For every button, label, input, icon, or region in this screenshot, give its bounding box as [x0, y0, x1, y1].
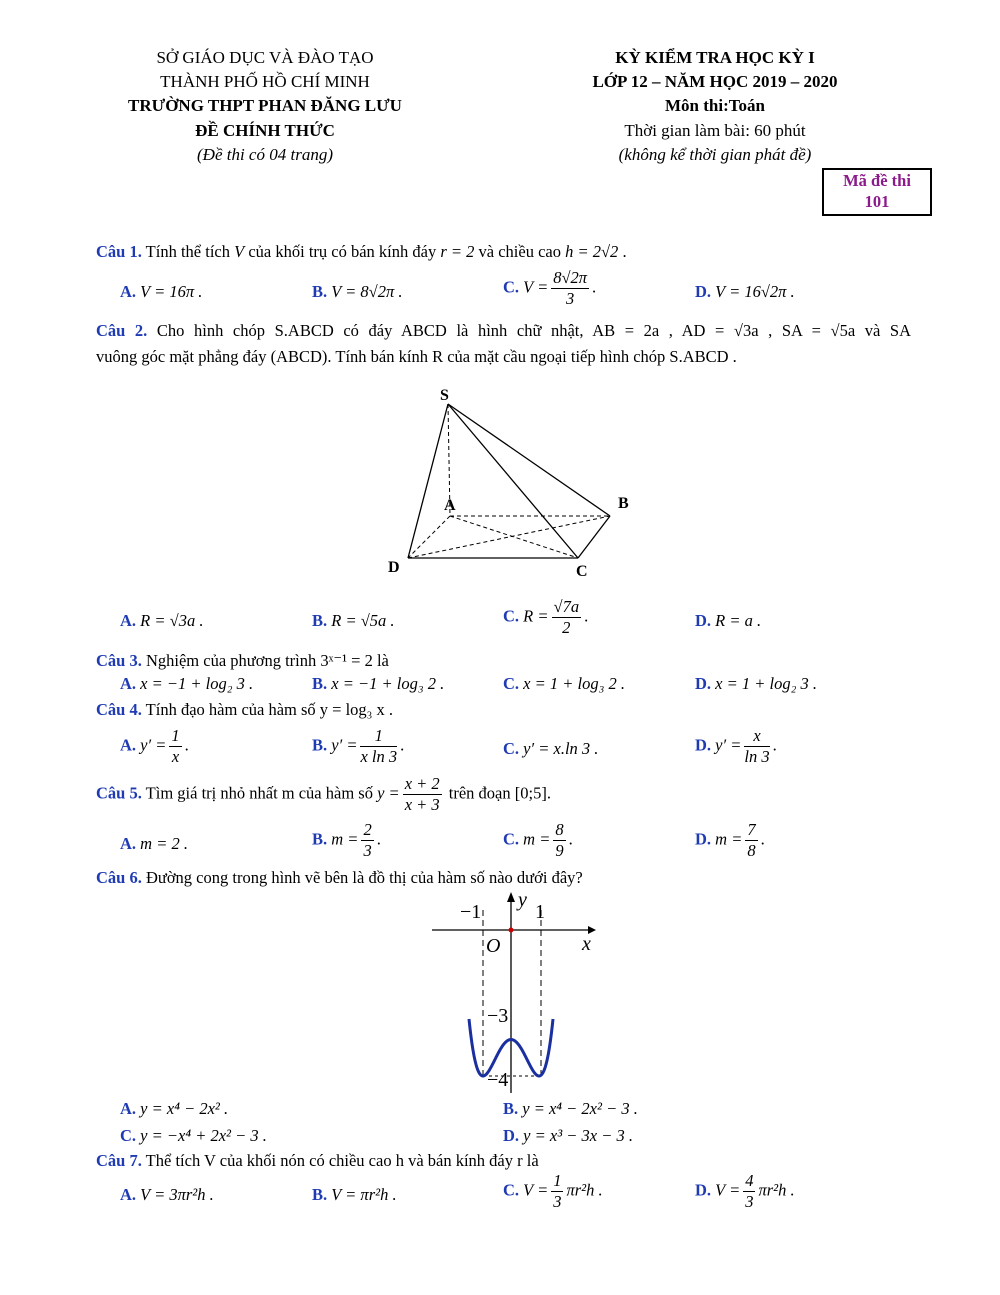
option-letter: D. — [695, 735, 712, 755]
denominator: 8 — [747, 841, 756, 860]
q1-option-a[interactable] — [120, 282, 202, 302]
option-text: R = √3a . — [140, 611, 204, 630]
option-letter: A. — [120, 1099, 137, 1118]
option-letter: B. — [312, 829, 328, 849]
numerator: 7 — [747, 820, 756, 839]
option-letter: D. — [695, 611, 712, 630]
option-letter: D. — [695, 829, 712, 849]
question-2-line2: vuông góc mặt phẳng đáy (ABCD). Tính bán kính R của mặt cầu ngoại tiếp hình chóp S.ABCD . — [96, 347, 737, 366]
denominator: 3 — [553, 1192, 562, 1211]
option-letter: C. — [503, 277, 520, 297]
q2-option-d[interactable] — [695, 611, 761, 631]
edge-ad — [408, 516, 450, 558]
tick-x-pos1: 1 — [535, 901, 545, 923]
q6-option-b[interactable] — [503, 1099, 638, 1119]
header-city: THÀNH PHỐ HỒ CHÍ MINH — [160, 72, 370, 91]
option-letter: A. — [120, 834, 137, 853]
option-text: y′ = — [140, 735, 167, 755]
question-5-fn-prefix: y = — [377, 783, 400, 803]
x-axis-label: x — [582, 933, 591, 955]
option-text: y = x⁴ − 2x² − 3 . — [522, 1099, 638, 1118]
question-6 — [96, 868, 583, 888]
edge-ac — [450, 516, 578, 558]
option-text: x = −1 + log₂ 3 . — [140, 674, 254, 693]
option-letter: A. — [120, 735, 137, 755]
question-1-label: Câu 1. — [96, 242, 142, 261]
vertex-c: C — [576, 563, 588, 580]
question-4 — [96, 700, 393, 720]
origin-label: O — [486, 935, 501, 957]
vertex-a: A — [444, 497, 456, 514]
header-pages: (Đề thi có 04 trang) — [197, 145, 333, 164]
option-text: V = — [523, 277, 549, 297]
fraction — [744, 726, 769, 767]
question-2-line1: Cho hình chóp S.ABCD có đáy ABCD là hình chữ nhật, AB = 2a , AD = √3a , SA = √5a và SA — [156, 321, 911, 340]
header-subject: Môn thi:Toán — [665, 96, 765, 115]
exam-code-value: 101 — [864, 192, 890, 211]
option-text: m = — [331, 829, 359, 849]
q6-option-a[interactable] — [120, 1099, 228, 1119]
option-letter: A. — [120, 1185, 137, 1204]
option-text-suffix: πr²h . — [566, 1180, 603, 1200]
option-letter: C. — [503, 674, 520, 693]
q1-option-b[interactable] — [312, 282, 403, 302]
option-text: x = 1 + log₃ 2 . — [523, 674, 625, 693]
q1-option-d[interactable] — [695, 282, 795, 302]
option-text: y′ = — [715, 735, 742, 755]
numerator: x — [744, 726, 769, 747]
q3-option-a[interactable] — [120, 674, 253, 694]
fraction — [360, 726, 397, 767]
edge-sd — [408, 404, 448, 558]
option-text: R = √5a . — [331, 611, 395, 630]
option-letter: C. — [503, 1180, 520, 1200]
option-letter: C. — [503, 739, 520, 758]
q1-option-c[interactable]: C. V = $\frac{8√2\pi}{3}$ . — [503, 268, 597, 308]
vertex-d: D — [388, 559, 400, 576]
option-letter: D. — [503, 1126, 520, 1145]
exam-code-box — [822, 168, 932, 216]
option-text-suffix: πr²h . — [758, 1180, 795, 1200]
question-1-var: V — [234, 242, 245, 261]
pyramid-figure — [380, 382, 640, 582]
question-2-label: Câu 2. — [96, 321, 148, 340]
numerator: 1 — [360, 726, 397, 747]
edge-cb — [578, 516, 610, 558]
fraction — [551, 1171, 563, 1212]
q3-option-d[interactable] — [695, 674, 817, 694]
question-1-text-c: và chiều cao — [478, 242, 561, 261]
numerator: x + 2 — [404, 774, 440, 793]
q3-option-c[interactable] — [503, 674, 625, 694]
function-graph — [428, 888, 608, 1093]
q3-option-b[interactable] — [312, 674, 444, 694]
option-letter: B. — [312, 1185, 328, 1204]
y-axis-arrow — [507, 892, 515, 902]
q7-option-d[interactable] — [695, 1171, 795, 1212]
denominator: x + 3 — [404, 795, 440, 814]
option-text: V = — [523, 1180, 549, 1200]
q4-option-b[interactable]: B. y′ = $\frac{1}{\text{x ln 3}}$ . — [312, 726, 405, 766]
question-5 — [96, 774, 551, 815]
question-2 — [96, 318, 911, 370]
question-5-label: Câu 5. — [96, 783, 142, 803]
header-official: ĐỀ CHÍNH THỨC — [195, 121, 335, 140]
question-3-label: Câu 3. — [96, 651, 142, 670]
exam-code-label: Mã đề thi — [843, 171, 911, 190]
denominator: ln 3 — [744, 747, 770, 766]
denominator: 3 — [566, 289, 575, 308]
option-text: y′ = — [331, 735, 358, 755]
header-school: TRƯỜNG THPT PHAN ĐĂNG LƯU — [128, 96, 402, 115]
question-1-radius: r = 2 — [440, 242, 475, 261]
option-letter: D. — [695, 1180, 712, 1200]
option-letter: C. — [503, 606, 520, 626]
header-grade-year: LỚP 12 – NĂM HỌC 2019 – 2020 — [592, 72, 838, 91]
q2-option-c[interactable]: C. R = $\frac{√7a}{2}$ . — [503, 597, 589, 637]
option-text: x = 1 + log₂ 3 . — [715, 674, 817, 693]
numerator: 1 — [553, 1171, 562, 1190]
option-letter: B. — [312, 674, 328, 693]
question-4-label: Câu 4. — [96, 700, 142, 719]
fraction — [745, 820, 757, 861]
q6-option-c[interactable] — [120, 1126, 267, 1146]
header-ministry: SỞ GIÁO DỤC VÀ ĐÀO TẠO — [156, 48, 374, 67]
option-text: V = 16√2π . — [715, 282, 795, 301]
fraction — [743, 1171, 755, 1212]
q5-option-c[interactable]: C. m = $\frac{8}{9}$ . — [503, 820, 573, 860]
denominator: 3 — [363, 841, 372, 860]
fraction — [553, 820, 565, 861]
option-letter: D. — [695, 674, 712, 693]
denominator: x — [171, 747, 180, 766]
q6-option-d[interactable] — [503, 1126, 633, 1146]
numerator: 4 — [745, 1171, 754, 1190]
option-letter: B. — [312, 611, 328, 630]
q4-option-a[interactable]: A. y′ = $\frac{1}{x}$ . — [120, 726, 189, 766]
option-text: y′ = x.ln 3 . — [523, 739, 599, 758]
option-text: R = a . — [715, 611, 762, 630]
option-letter: A. — [120, 611, 137, 630]
option-text: m = — [715, 829, 743, 849]
denominator: 2 — [562, 618, 571, 637]
tick-y-neg3: −3 — [487, 1005, 509, 1027]
q5-option-d[interactable]: D. m = $\frac{7}{8}$ . — [695, 820, 765, 860]
denominator: x ln 3 — [360, 747, 398, 766]
q2-option-b[interactable] — [312, 611, 395, 631]
origin-dot — [509, 928, 514, 933]
numerator: √7a — [553, 597, 580, 616]
option-text: R = — [523, 606, 549, 626]
question-3-text: Nghiệm của phương trình 3ˣ⁻¹ = 2 là — [145, 651, 389, 670]
option-text: V = πr²h . — [331, 1185, 397, 1204]
question-7-text: Thể tích V của khối nón có chiều cao h và bán kính đáy r là — [145, 1151, 539, 1170]
question-6-label: Câu 6. — [96, 868, 142, 887]
question-4-text: Tính đạo hàm của hàm số y = log₃ x . — [145, 700, 394, 719]
fraction — [403, 774, 442, 815]
vertex-s: S — [440, 387, 449, 404]
question-1-height: h = 2√2 — [565, 242, 619, 261]
option-letter: C. — [503, 829, 520, 849]
header-duration: Thời gian làm bài: 60 phút — [624, 121, 806, 140]
denominator: 9 — [555, 841, 564, 860]
fraction — [552, 597, 582, 638]
q5-option-b[interactable]: B. m = $\frac{2}{3}$ . — [312, 820, 381, 860]
q7-option-a[interactable] — [120, 1185, 214, 1205]
y-axis-label: y — [518, 889, 527, 911]
question-7-label: Câu 7. — [96, 1151, 142, 1170]
tick-x-neg1: −1 — [460, 901, 482, 923]
question-3 — [96, 651, 389, 671]
q7-option-c[interactable] — [503, 1171, 603, 1212]
numerator: 8√2π — [553, 268, 588, 287]
fraction — [169, 726, 181, 767]
q4-option-c[interactable] — [503, 739, 598, 759]
header-exam-title: KỲ KIỂM TRA HỌC KỲ I — [615, 48, 815, 67]
option-text: y = x³ − 3x − 3 . — [523, 1126, 633, 1145]
option-text: V = 3πr²h . — [140, 1185, 214, 1204]
option-text: y = −x⁴ + 2x² − 3 . — [140, 1126, 267, 1145]
option-letter: B. — [312, 735, 328, 755]
option-text: m = — [523, 829, 551, 849]
option-text: x = −1 + log₃ 2 . — [331, 674, 445, 693]
header-note: (không kể thời gian phát đề) — [618, 145, 812, 164]
option-text: V = — [715, 1180, 741, 1200]
numerator: 2 — [363, 820, 372, 839]
q2-option-a[interactable] — [120, 611, 203, 631]
question-5-text-a: Tìm giá trị nhỏ nhất m của hàm số — [145, 783, 373, 803]
denominator: 3 — [745, 1192, 754, 1211]
tick-y-neg4: −4 — [487, 1069, 509, 1091]
option-text: V = 8√2π . — [331, 282, 403, 301]
option-text: V = 16π . — [140, 282, 203, 301]
option-letter: B. — [312, 282, 328, 301]
numerator: 1 — [171, 726, 180, 745]
numerator: 8 — [555, 820, 564, 839]
edge-db — [408, 516, 610, 558]
vertex-b: B — [618, 495, 629, 512]
fraction — [361, 820, 373, 861]
q4-option-d[interactable]: D. y′ = $\frac{x}{\ln 3}$ . — [695, 726, 777, 766]
option-letter: B. — [503, 1099, 519, 1118]
question-7 — [96, 1151, 539, 1171]
option-text: m = 2 . — [140, 834, 188, 853]
q7-option-b[interactable] — [312, 1185, 397, 1205]
question-5-text-b: trên đoạn [0;5]. — [448, 783, 551, 803]
question-1-text-a: Tính thể tích — [145, 242, 230, 261]
option-letter: D. — [695, 282, 712, 301]
option-letter: C. — [120, 1126, 137, 1145]
q5-option-a[interactable] — [120, 834, 188, 854]
option-letter: A. — [120, 282, 137, 301]
question-6-text: Đường cong trong hình vẽ bên là đồ thị của hàm số nào dưới đây? — [145, 868, 583, 887]
question-1: Câu 1. Tính thể tích V của khối trụ có bán kính đáy r = 2 và chiều cao h = 2√2 . — [96, 242, 627, 261]
fraction — [551, 268, 589, 309]
option-letter: A. — [120, 674, 137, 693]
option-text: y = x⁴ − 2x² . — [140, 1099, 229, 1118]
question-1-text-b: của khối trụ có bán kính đáy — [248, 242, 437, 261]
